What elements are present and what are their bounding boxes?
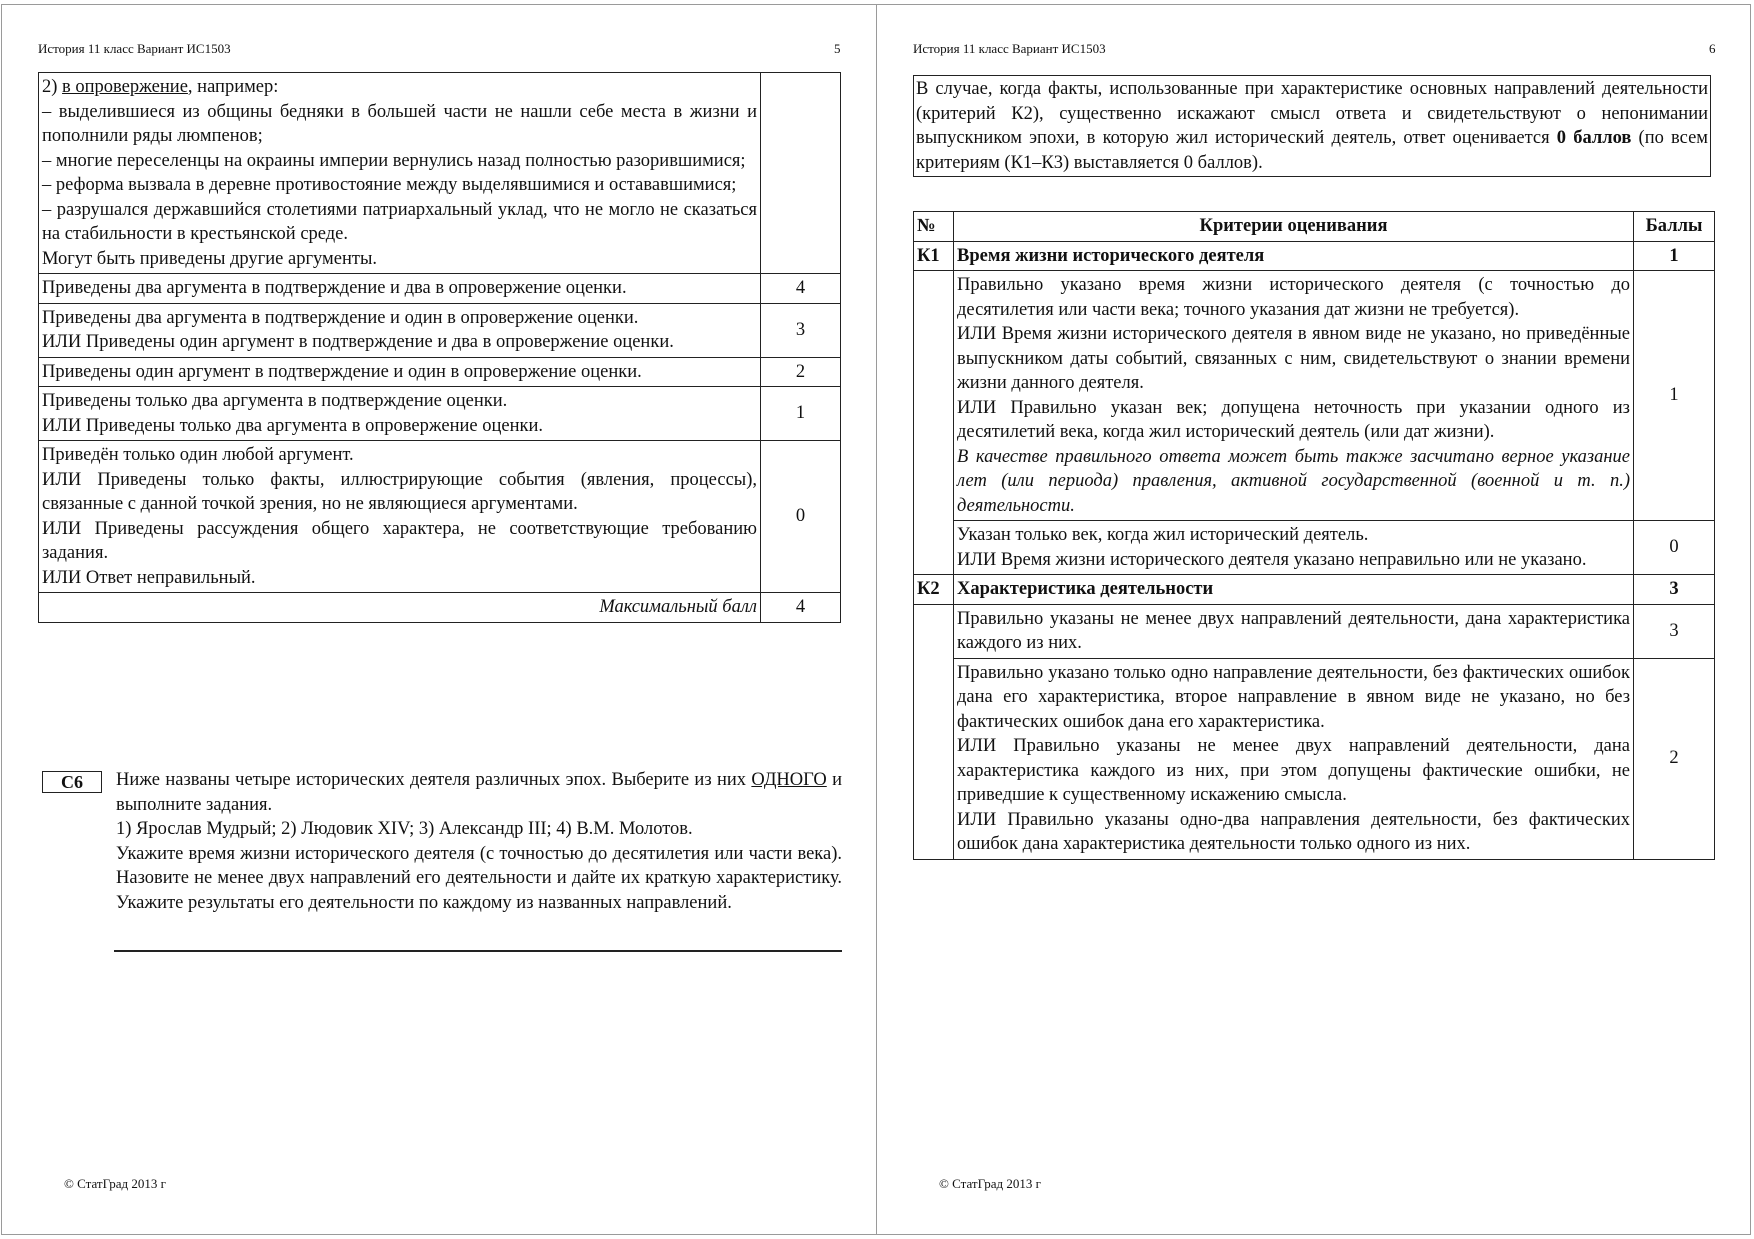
header-title: История 11 класс Вариант ИС1503 — [913, 41, 1106, 56]
criterion-max: 3 — [1634, 575, 1715, 605]
criterion-text: ИЛИ Время жизни исторического деятеля указано неправильно или не указано. — [957, 549, 1587, 570]
criterion-text: ИЛИ Приведены один аргумент в подтверждение и два в опровержение оценки. — [42, 332, 674, 352]
page-header — [38, 40, 876, 58]
criterion-text: ИЛИ Время жизни исторического деятеля в явном виде не указано, но приведённые выпускником даты событий, связанных с ним, свидетельствуют о знании времени жизни данного деятеля. — [957, 324, 1630, 393]
criterion-text: Приведены два аргумента в подтверждение и один в опровержение оценки. — [42, 307, 639, 328]
table-row — [39, 387, 841, 441]
task-underline — [114, 950, 842, 952]
max-score-label: Максимальный балл — [39, 593, 761, 623]
distortion-note: В случае, когда факты, использованные при характеристике основных направлений деятельности (критерий К2), существенно искажают смысл ответа и свидетельствуют о непонимании выпускником эпохи, в которую жил исторический деятель, ответ оценивается 0 баллов (по всем критериям (К1–К3) выставляется 0 баллов). — [913, 75, 1711, 177]
score-cell: 4 — [761, 274, 841, 304]
table-row — [39, 357, 841, 387]
task-intro: Ниже названы четыре исторических деятеля различных эпох. Выберите из них ОДНОГО и выполните задания. — [116, 770, 842, 815]
table-row — [914, 271, 1715, 521]
refutation-intro: 2) в опровержение, например: — [42, 77, 279, 97]
task-text — [116, 768, 842, 915]
criterion-text: Правильно указано только одно направление деятельности, без фактических ошибок дана его характеристика, второе направление в явном виде не указано, но без фактических ошибок дана его характеристика. — [957, 662, 1630, 732]
criterion-text: ИЛИ Ответ неправильный. — [42, 567, 256, 588]
argument-item: – выделившиеся из общины бедняки в большей части не нашли себе места в жизни и пополнили ряды люмпенов; — [42, 101, 757, 146]
table-row — [39, 303, 841, 357]
score-cell: 1 — [761, 387, 841, 441]
criterion-heading-row — [914, 241, 1715, 271]
criterion-text: ИЛИ Приведены только факты, иллюстрирующие события (явления, процессы), связанные с данной точкой зрения, но не являющиеся аргументами. — [42, 469, 757, 514]
table-row — [914, 658, 1715, 859]
criterion-text: Указан только век, когда жил исторический деятель. — [957, 525, 1369, 545]
scoring-table — [38, 72, 841, 623]
task-badge: С6 — [42, 771, 102, 793]
table-row — [39, 441, 841, 593]
page-footer: © СтатГрад 2013 г — [939, 1176, 1041, 1191]
table-row — [914, 604, 1715, 658]
page-number: 5 — [834, 41, 841, 56]
score-cell: 0 — [761, 441, 841, 593]
criterion-text: Правильно указано время жизни исторического деятеля (с точностью до десятилетия или части века; точного указания дат жизни не требуется). — [957, 275, 1630, 320]
criterion-heading-row — [914, 575, 1715, 605]
max-score-value: 4 — [761, 593, 841, 623]
page-right — [877, 4, 1751, 1235]
other-arguments-note: Могут быть приведены другие аргументы. — [42, 248, 378, 269]
page-number: 6 — [1709, 41, 1716, 56]
criteria-table — [913, 211, 1715, 860]
task-instructions: Укажите время жизни исторического деятеля (с точностью до десятилетия или части века). Назовите не менее двух направлений его деятельности и дайте их краткую характеристику. Укажите результаты его деятельности по каждому из названных направлений. — [116, 843, 842, 913]
table-row — [39, 593, 841, 623]
score-cell: 3 — [761, 303, 841, 357]
score-cell-empty — [761, 73, 841, 274]
score-cell: 0 — [1634, 521, 1715, 575]
criterion-note: В качестве правильного ответа может быть также засчитано верное указание лет (или периода) правления, активной государственной (военной и т. п.) деятельности. — [957, 446, 1630, 516]
criterion-text: Приведены только два аргумента в подтверждение оценки. — [42, 391, 508, 411]
criterion-text: ИЛИ Приведены только два аргумента в опровержение оценки. — [42, 415, 544, 436]
criterion-text: Приведены один аргумент в подтверждение и один в опровержение оценки. — [42, 361, 642, 382]
argument-item: – многие переселенцы на окраины империи вернулись назад полностью разорившимися; — [42, 150, 746, 171]
criterion-max: 1 — [1634, 241, 1715, 271]
code-cell-empty — [914, 604, 954, 859]
task-options: 1) Ярослав Мудрый; 2) Людовик XIV; 3) Александр III; 4) В.М. Молотов. — [116, 819, 693, 839]
col-header-points: Баллы — [1634, 212, 1715, 242]
col-header-num: № — [914, 212, 954, 242]
criterion-text: ИЛИ Правильно указаны не менее двух направлений деятельности, дана характеристика каждого из них, при этом допущены фактические ошибки, не приведшие к существенному искажению смысла. — [957, 736, 1630, 805]
table-row — [39, 274, 841, 304]
col-header-criteria: Критерии оценивания — [954, 212, 1634, 242]
criterion-text: ИЛИ Правильно указаны одно-два направления деятельности, без фактических ошибок дана характеристика деятельности только одного из них. — [957, 809, 1630, 854]
score-cell: 1 — [1634, 271, 1715, 521]
table-row — [914, 521, 1715, 575]
criterion-code: К1 — [914, 241, 954, 271]
criterion-code: К2 — [914, 575, 954, 605]
page-header — [913, 40, 1751, 58]
table-header-row — [914, 212, 1715, 242]
criterion-text: Приведены два аргумента в подтверждение и два в опровержение оценки. — [42, 278, 627, 298]
argument-item: – реформа вызвала в деревне противостояние между выделявшимися и остававшимися; — [42, 175, 737, 195]
argument-item: – разрушался державшийся столетиями патриархальный уклад, что не могло не сказаться на стабильности в крестьянской среде. — [42, 199, 757, 244]
criterion-text: ИЛИ Приведены рассуждения общего характера, не соответствующие требованию задания. — [42, 518, 757, 563]
page-footer: © СтатГрад 2013 г — [64, 1176, 166, 1191]
criterion-title: Время жизни исторического деятеля — [954, 241, 1634, 271]
arguments-cell — [39, 73, 761, 274]
criterion-text: Правильно указаны не менее двух направлений деятельности, дана характеристика каждого из них. — [957, 608, 1630, 653]
score-cell: 2 — [1634, 658, 1715, 859]
score-cell: 2 — [761, 357, 841, 387]
header-title: История 11 класс Вариант ИС1503 — [38, 41, 231, 56]
criterion-text: ИЛИ Правильно указан век; допущена неточность при указании одного из десятилетий века, когда жил исторический деятель (или дат жизни). — [957, 397, 1630, 442]
table-row — [39, 73, 841, 274]
criterion-text: Приведён только один любой аргумент. — [42, 445, 354, 465]
criterion-title: Характеристика деятельности — [954, 575, 1634, 605]
code-cell-empty — [914, 271, 954, 575]
score-cell: 3 — [1634, 604, 1715, 658]
page-left — [2, 4, 876, 1235]
